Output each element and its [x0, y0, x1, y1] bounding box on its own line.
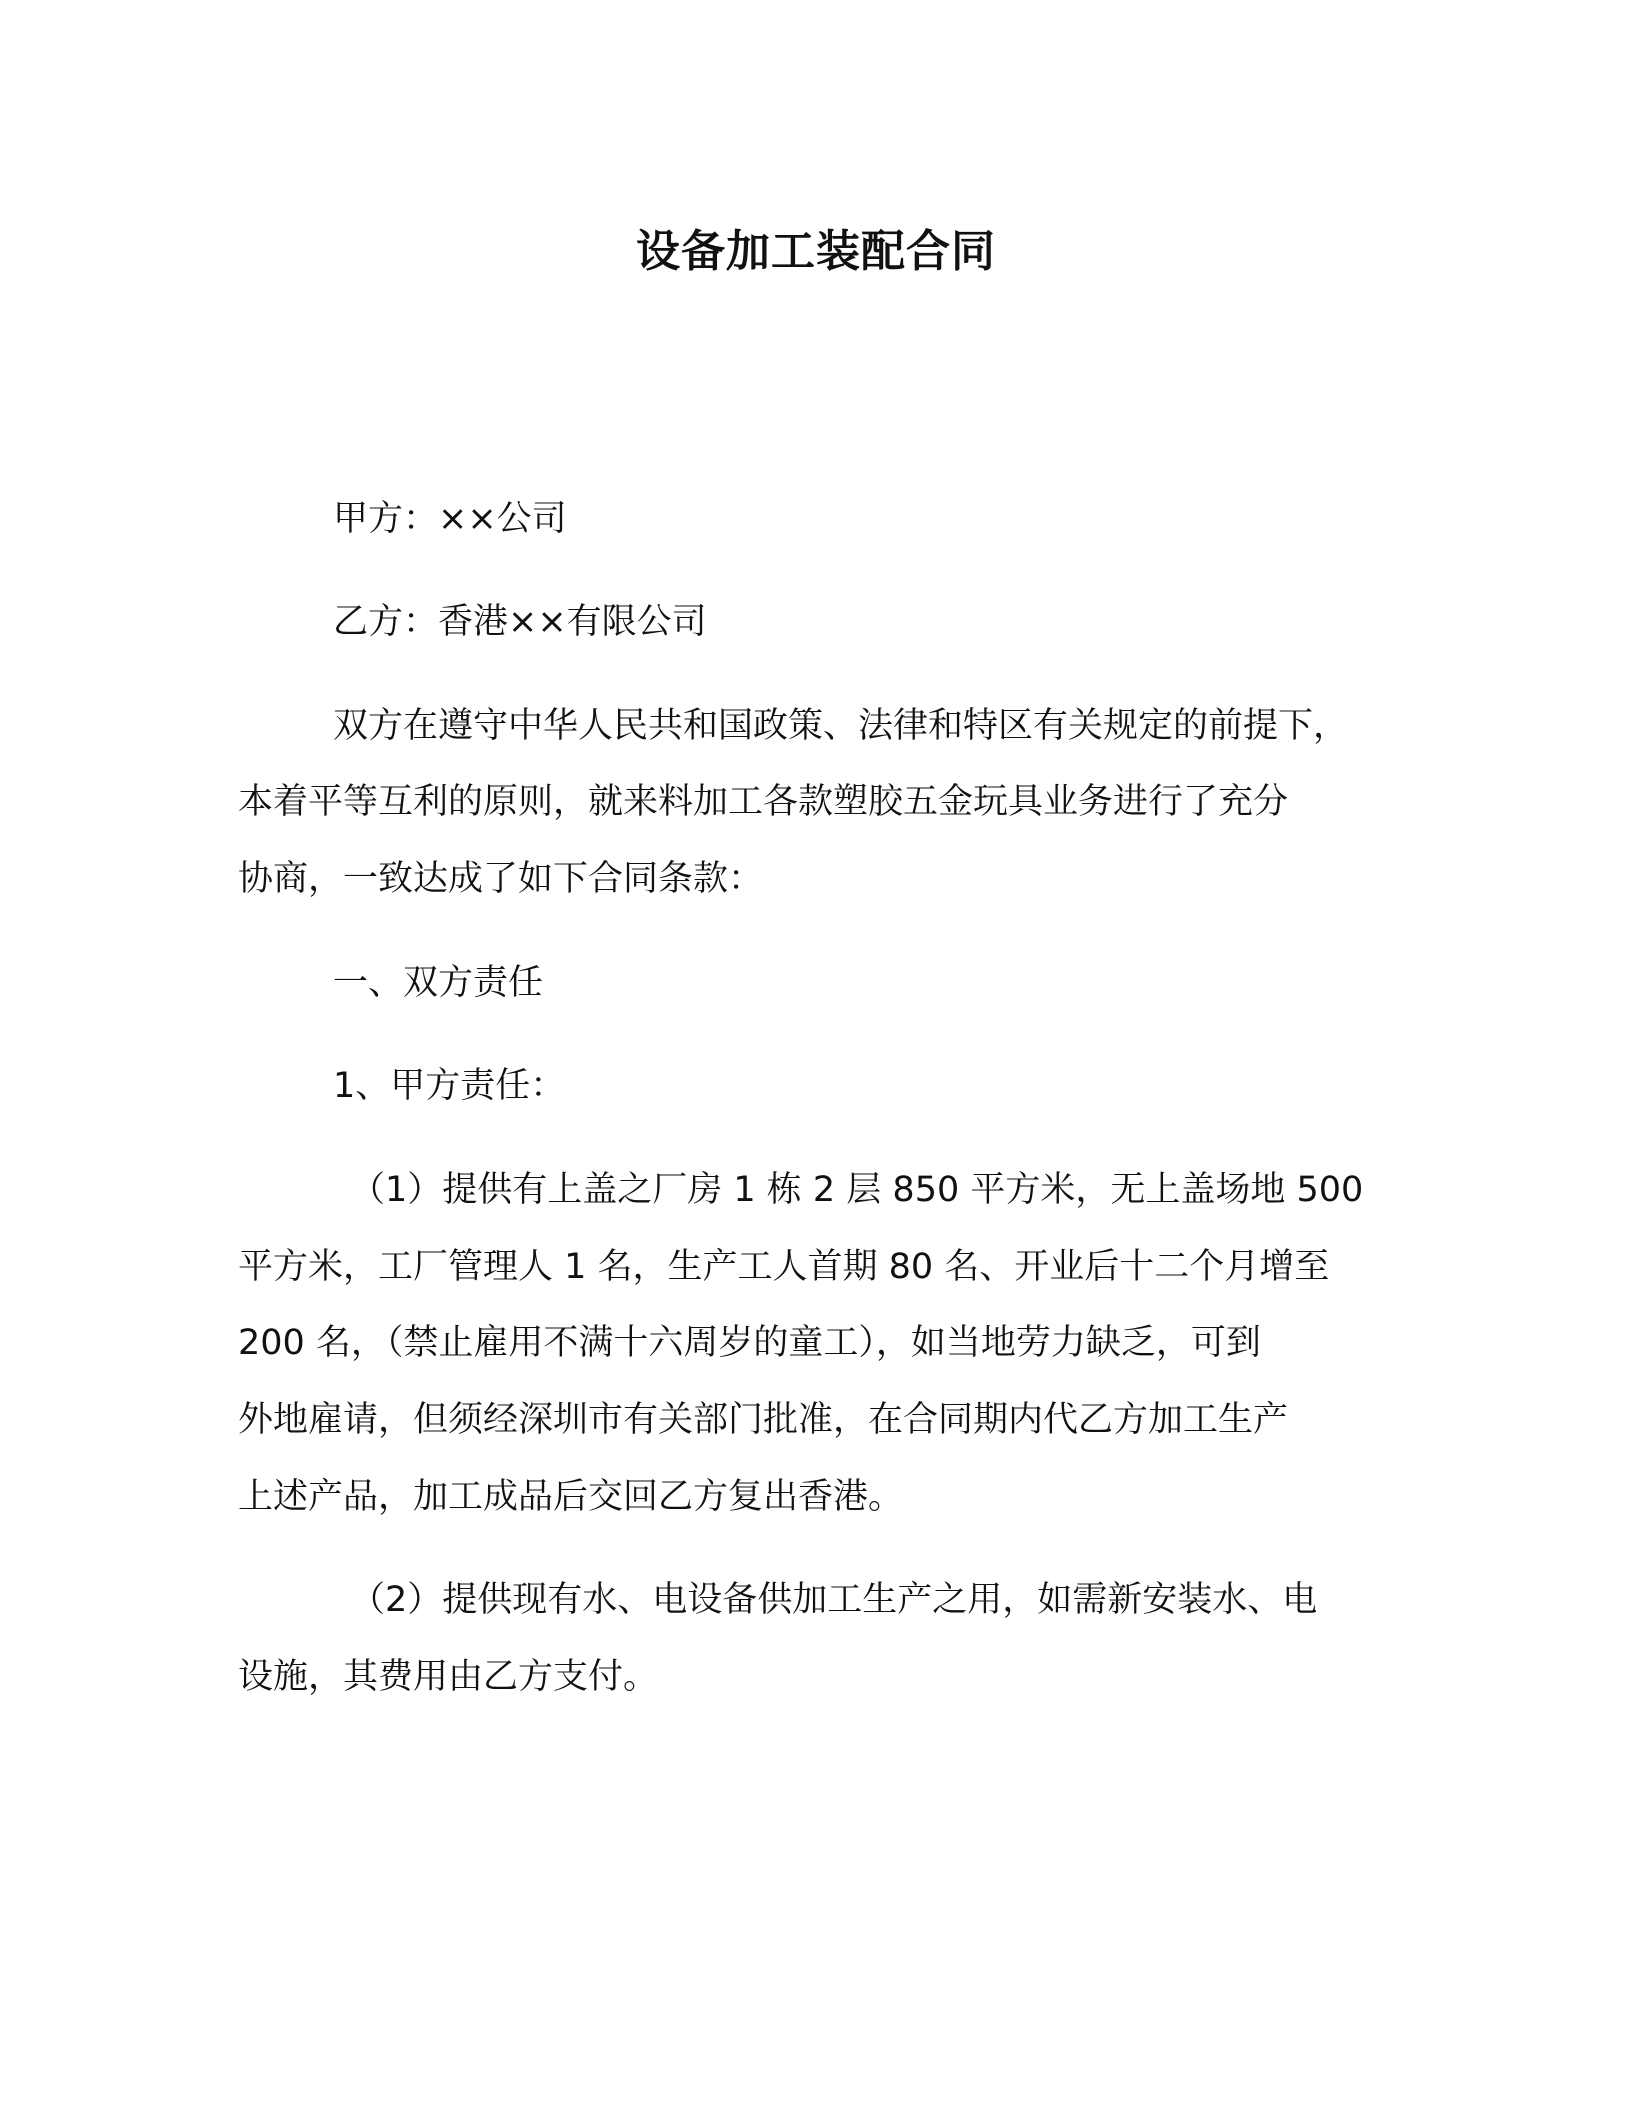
clause-line: （1）提供有上盖之厂房 1 栋 2 层 850 平方米，无上盖场地 500 — [350, 1170, 1364, 1210]
clause-line: 平方米，工厂管理人 1 名，生产工人首期 80 名、开业后十二个月增至 — [238, 1247, 1330, 1287]
preamble-line: 协商，一致达成了如下合同条款： — [238, 859, 764, 899]
clause-line: 外地雇请，但须经深圳市有关部门批准，在合同期内代乙方加工生产 — [238, 1400, 1289, 1440]
party-a-line: 甲方：××公司 — [333, 499, 567, 539]
preamble-line: 本着平等互利的原则，就来料加工各款塑胶五金玩具业务进行了充分 — [238, 782, 1289, 822]
document-title: 设备加工装配合同 — [636, 226, 996, 277]
clause-line: （2）提供现有水、电设备供加工生产之用，如需新安装水、电 — [350, 1580, 1318, 1620]
section-heading: 一、双方责任 — [333, 963, 544, 1003]
clause-line: 上述产品，加工成品后交回乙方复出香港。 — [238, 1477, 904, 1517]
preamble-line: 双方在遵守中华人民共和国政策、法律和特区有关规定的前提下， — [333, 706, 1349, 746]
clause-line: 200 名，（禁止雇用不满十六周岁的童工），如当地劳力缺乏，可到 — [238, 1323, 1261, 1363]
party-b-line: 乙方：香港××有限公司 — [333, 602, 707, 642]
subsection-heading: 1、甲方责任： — [333, 1066, 566, 1106]
clause-line: 设施，其费用由乙方支付。 — [238, 1657, 659, 1697]
